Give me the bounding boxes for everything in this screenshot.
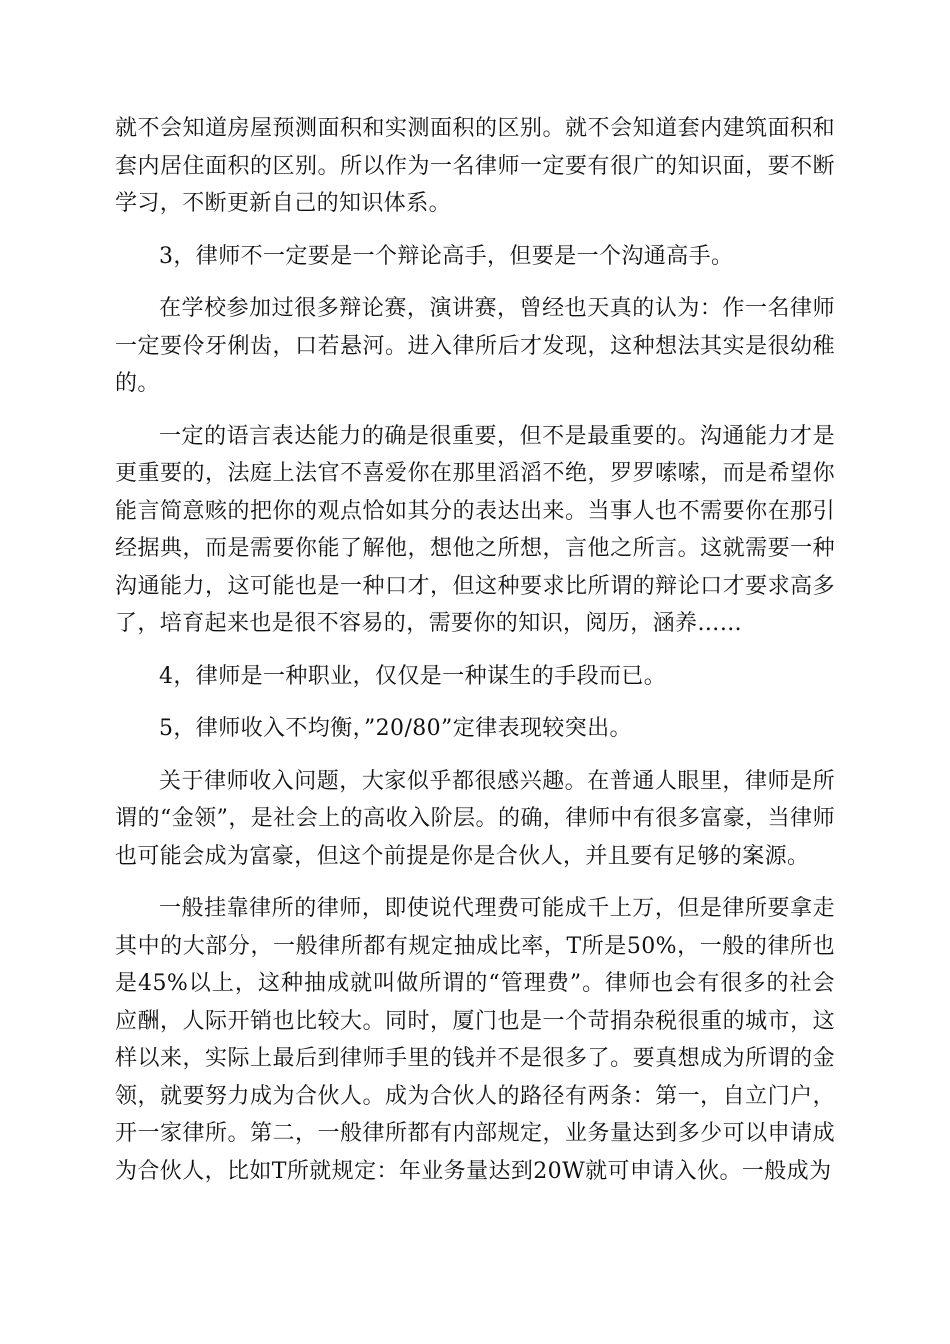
paragraph-income-intro: 关于律师收入问题，大家似乎都很感兴趣。在普通人眼里，律师是所谓的“金领”，是社会上的高收入阶层。的确，律师中有很多富豪，当律师也可能会成为富豪，但这个前提是你是合伙人，并且要有足够的案源。: [115, 768, 835, 869]
paragraph-debate-experience: 在学校参加过很多辩论赛，演讲赛，曾经也天真的认为：作一名律师一定要伶牙俐齿，口若悬河。进入律所后才发现，这种想法其实是很幼稚的。: [115, 296, 835, 396]
paragraph-partnership: 一般挂靠律所的律师，即使说代理费可能成千上万，但是律所要拿走其中的大部分，一般律所都有规定抽成比率，T所是50%，一般的律所也是45%以上，这种抽成就叫做所谓的“管理费”。律师也会有很多的社会应酬，人际开销也比较大。同时，厦门也是一个苛捐杂税很重的城市，这样以来，实际上最后到律师手里的钱并不是很多了。要真想成为所谓的金领，就要努力成为合伙人。成为合伙人的路径有两条：第一，自立门户，开一家律所。第二，一般律所都有内部规定，业务量达到多少可以申请成为合伙人，比如T所就规定：年业务量达到20W就可申请入伙。一般成为: [115, 896, 835, 1184]
paragraph-heading-4: 4，律师是一种职业，仅仅是一种谋生的手段而已。: [159, 663, 667, 689]
paragraph-continuation: 就不会知道房屋预测面积和实测面积的区别。就不会知道套内建筑面积和套内居住面积的区别。所以作为一名律师一定要有很广的知识面，要不断学习，不断更新自己的知识体系。: [115, 116, 835, 216]
document-body: [115, 110, 835, 1205]
paragraph-communication-ability: 一定的语言表达能力的确是很重要，但不是最重要的。沟通能力才是更重要的，法庭上法官不喜爱你在那里滔滔不绝，罗罗嗦嗦，而是希望你能言简意赅的把你的观点恰如其分的表达出来。当事人也不需要你在那引经据典，而是需要你能了解他，想他之所想，言他之所言。这就需要一种沟通能力，这可能也是一种口才，但这种要求比所谓的辩论口才要求高多了，培育起来也是很不容易的，需要你的知识，阅历，涵养……: [115, 423, 835, 636]
paragraph-heading-5: 5，律师收入不均衡，”20/80”定律表现较突出。: [159, 716, 632, 741]
paragraph-heading-3: 3，律师不一定要是一个辩论高手，但要是一个沟通高手。: [159, 243, 734, 269]
